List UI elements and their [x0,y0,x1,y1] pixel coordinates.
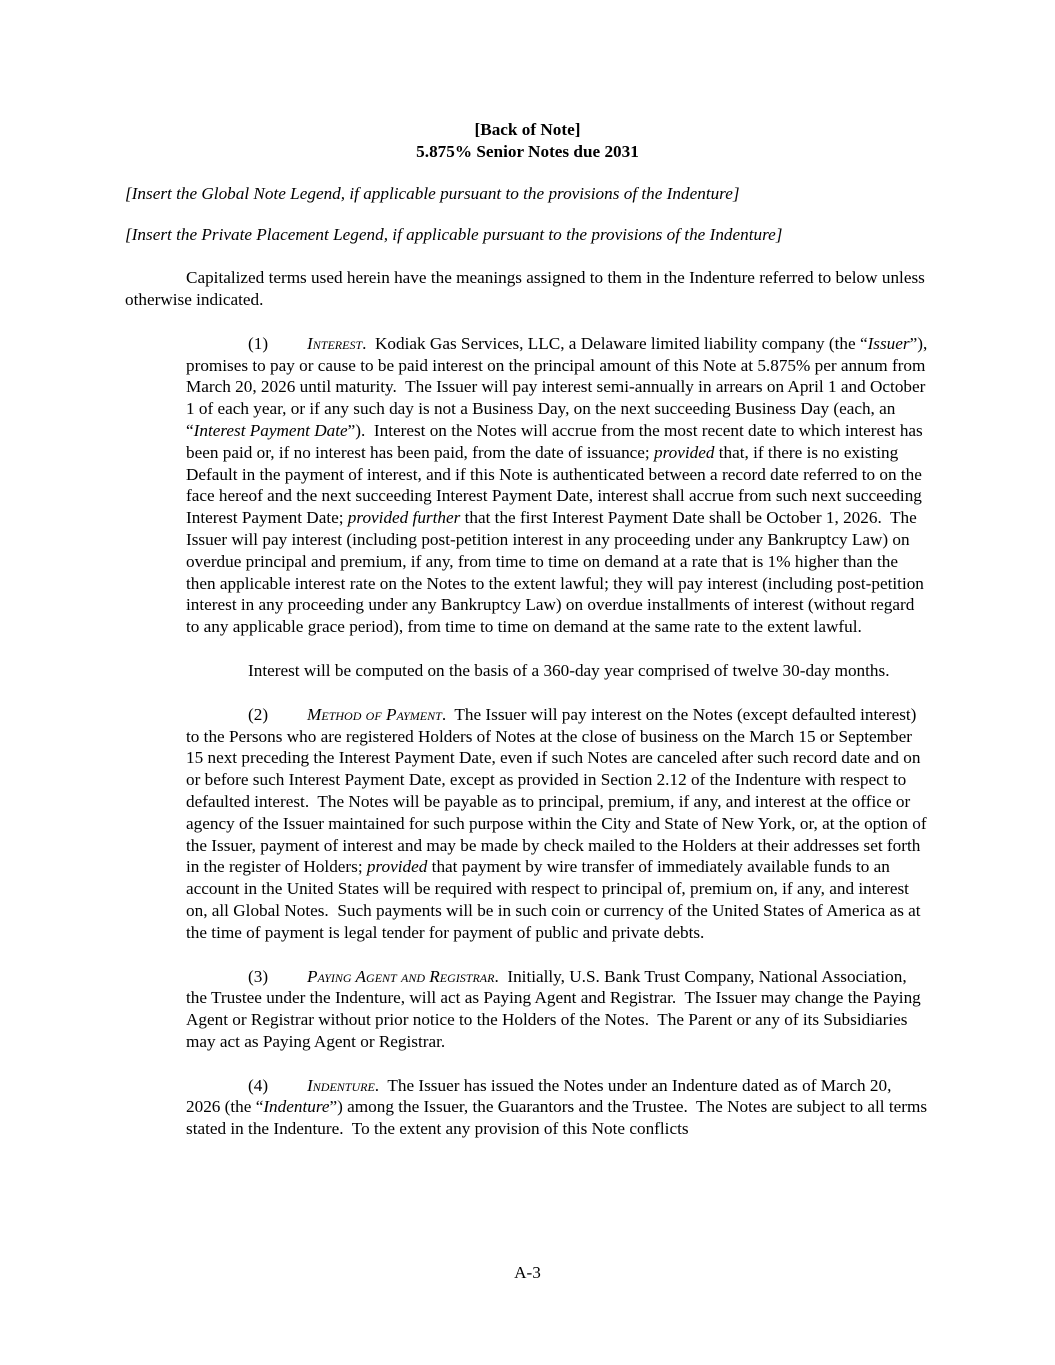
text-run: that payment by wire transfer of immediately available funds to an account in the United States will be required with respect to principal of, premium on, if any, and interest on, all Global Notes. Such payments will be in such coin or currency of the United States of America as at the time of payment is legal tender for payment of public and private debts. [186,857,925,942]
note-title-block [125,119,930,163]
text-run: Indenture [263,1097,330,1117]
text-run: Interest Payment Date [193,420,348,440]
page-number: A-3 [514,1263,541,1283]
text-run: . Initially, U.S. Bank Trust Company, National Association, the Trustee under the Indenture, will act as Paying Agent and Registrar. The Issuer may change the Paying Agent or Registrar without prior notice to the Holders of the Notes. The Parent or any of its Subsidiaries may act as Paying Agent or Registrar. [186,966,925,1051]
text-run: Issuer [867,333,910,353]
text-run: ”) among the Issuer, the Guarantors and the Trustee. The Notes are subject to all terms stated in the Indenture. To the extent any provision of this Note conflicts [186,1097,932,1139]
text-run: Paying Agent and Registrar [307,966,495,986]
text-run: ”). Interest on the Notes will accrue from the most recent date to which interest has been paid or, if no interest has been paid, from the date of issuance; [186,420,928,462]
text-run: (4) [248,1075,269,1095]
text-run: provided further [347,508,461,528]
text-run: (2) [248,704,269,724]
text-run: Interest [307,333,363,353]
item-4-indenture-paragraph [186,1075,930,1140]
item-1-interest-paragraph [186,333,930,638]
text-run: that the first Interest Payment Date shall be October 1, 2026. The Issuer will pay interest (including post-petition interest in any proceeding under any Bankruptcy Law) on overdue principal and premium, if any, from time to time on demand at a rate that is 1% higher than the then applicable interest rate on the Notes to the extent lawful; they will pay interest (including post-petition interest in any proceeding under any Bankruptcy Law) on overdue installments of interest (without regard to any applicable grace period), from time to time on demand at the same rate to the extent lawful. [186,508,929,637]
text-run: that, if there is no existing Default in the payment of interest, and if this Note is authenticated between a record date referred to on the face hereof and the next succeeding Interest Payment Date, interest shall accrue from such next succeeding Interest Payment Date; [186,442,927,528]
text-run: Method of Payment [307,704,442,724]
text-run: ”), promises to pay or cause to be paid interest on the principal amount of this Note at 5.875% per annum from March 20, 2026 until maturity. The Issuer will pay interest semi-annually in arrears on April 1 and October 1 of each year, or if any such day is not a Business Day, on the next succeeding Business Day (each, an “ [186,333,932,440]
interest-computation-paragraph [186,660,930,682]
global-note-legend [125,183,930,205]
capitalized-terms-paragraph [125,267,930,311]
text-run: [Insert the Private Placement Legend, if applicable pursuant to the provisions of the Indenture] [125,225,783,245]
note-title: [Back of Note] [474,120,581,139]
text-run: . The Issuer will pay interest on the Notes (except defaulted interest) to the Persons who are registered Holders of Notes at the close of business on the March 15 or September 15 next preceding the Interest Payment Date, even if such Notes are canceled after such record date and on or before such Interest Payment Date, except as provided in Section 2.12 of the Indenture with respect to defaulted interest. The Notes will be payable as to principal, premium, if any, and interest at the office or agency of the Issuer maintained for such purpose within the City and State of New York, or, at the option of the Issuer, payment of interest and may be made by check mailed to the Holders at their addresses set forth in the register of Holders; [186,704,931,877]
text-run: Interest will be computed on the basis of a 360-day year comprised of twelve 30-day months. [248,660,890,680]
private-placement-legend [125,224,930,246]
text-run: (3) [248,966,269,986]
text-run: Indenture [307,1075,375,1095]
note-subtitle: 5.875% Senior Notes due 2031 [416,141,639,161]
text-run: (1) [248,333,269,353]
text-run: provided [366,857,428,877]
text-run: provided [654,442,715,462]
text-run: Capitalized terms used herein have the meanings assigned to them in the Indenture referred to below unless otherwise indicated. [125,268,930,309]
item-3-paying-agent-paragraph [186,966,930,1053]
text-run: . Kodiak Gas Services, LLC, a Delaware limited liability company (the “ [362,333,868,353]
text-run: [Insert the Global Note Legend, if applicable pursuant to the provisions of the Indenture] [125,183,740,203]
item-2-method-of-payment-paragraph [186,704,930,944]
text-run: . The Issuer has issued the Notes under an Indenture dated as of March 20, 2026 (the “ [186,1075,896,1117]
